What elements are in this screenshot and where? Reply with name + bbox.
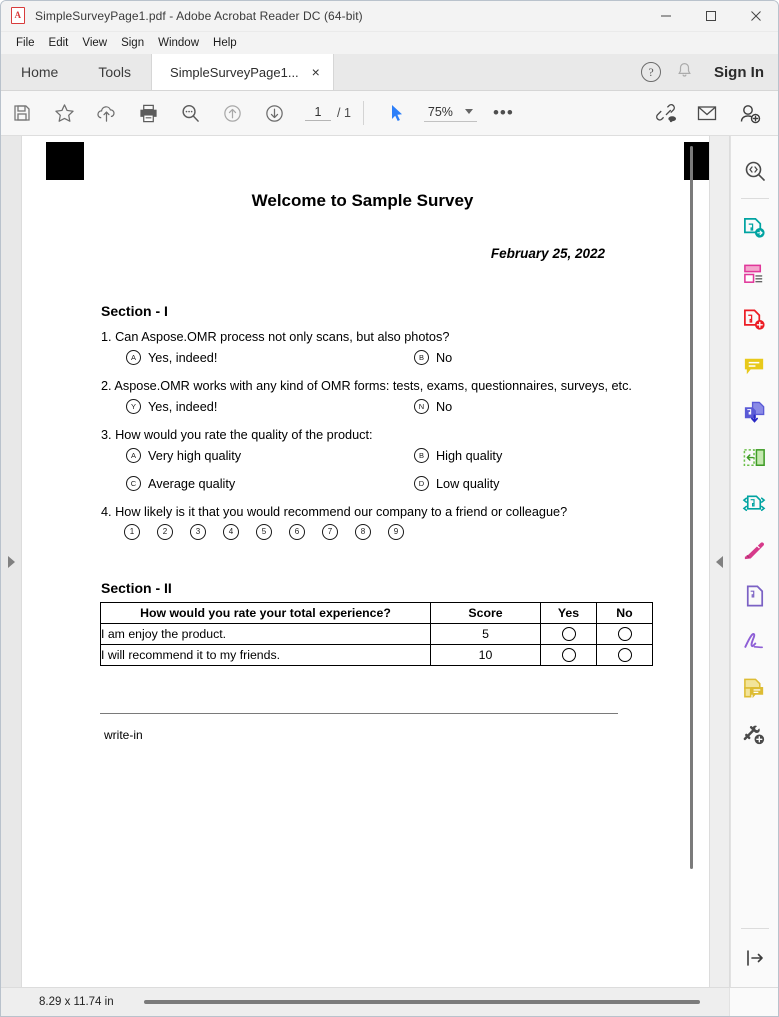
question-4-scale [124, 524, 404, 540]
option-3d[interactable] [414, 476, 499, 491]
create-pdf-icon[interactable] [735, 297, 775, 343]
menu-item-sign[interactable]: Sign [121, 37, 145, 49]
question-4-text: 4. How likely is it that you would recommend our company to a friend or colleague? [101, 505, 568, 519]
email-icon[interactable] [686, 91, 728, 136]
bubble-d[interactable]: D [414, 476, 429, 491]
scale-bubble-8[interactable]: 8 [355, 524, 371, 540]
scale-bubble-9[interactable]: 9 [388, 524, 404, 540]
combine-files-icon[interactable] [735, 389, 775, 435]
upload-cloud-icon[interactable] [85, 91, 127, 136]
minimize-icon[interactable] [643, 1, 688, 32]
bubble-c[interactable]: C [126, 476, 141, 491]
status-bar [1, 987, 778, 1016]
close-icon[interactable]: × [311, 64, 320, 80]
write-in-line [100, 713, 618, 714]
stamp-comment-icon[interactable] [735, 665, 775, 711]
save-icon[interactable] [1, 91, 43, 136]
option-1b[interactable] [414, 350, 452, 365]
question-1-text: 1. Can Aspose.OMR process not only scans, but also photos? [101, 330, 450, 344]
table-cell-yes[interactable] [541, 624, 597, 645]
option-3d-label: Low quality [436, 476, 500, 491]
table-header-yes: Yes [541, 603, 597, 624]
section-heading-2: Section - II [101, 580, 172, 596]
document-viewport[interactable] [22, 136, 709, 987]
main-area [1, 136, 778, 987]
option-2n[interactable] [414, 399, 452, 414]
table-row [101, 624, 653, 645]
option-1a[interactable] [126, 350, 217, 365]
scale-bubble-4[interactable]: 4 [223, 524, 239, 540]
bubble-a[interactable]: A [126, 448, 141, 463]
organize-pages-icon[interactable] [735, 251, 775, 297]
status-bar-right [729, 988, 778, 1017]
collapse-right-panel-arrow[interactable] [716, 556, 723, 568]
option-2y[interactable] [126, 399, 217, 414]
option-2n-label: No [436, 399, 453, 414]
table-header-question: How would you rate your total experience? [101, 603, 431, 624]
previous-page-icon[interactable] [211, 91, 253, 136]
tab-strip-actions [641, 54, 778, 90]
window-title: SimpleSurveyPage1.pdf - Adobe Acrobat Reader DC (64-bit) [35, 9, 363, 23]
more-tools-button[interactable]: ••• [492, 102, 514, 122]
scale-bubble-2[interactable]: 2 [157, 524, 173, 540]
share-link-icon[interactable] [644, 91, 686, 136]
no-bubble[interactable] [618, 627, 632, 641]
page-total-label: / 1 [337, 106, 351, 120]
collapse-tools-pane-icon[interactable] [735, 935, 775, 981]
menu-item-view[interactable]: View [82, 37, 108, 49]
search-tools-icon[interactable] [735, 148, 775, 194]
scale-bubble-5[interactable]: 5 [256, 524, 272, 540]
table-cell-question: I will recommend it to my friends. [101, 645, 431, 666]
zoom-control[interactable] [424, 105, 477, 122]
bubble-n[interactable]: N [414, 399, 429, 414]
select-cursor-icon[interactable] [376, 91, 418, 136]
table-cell-question: I am enjoy the product. [101, 624, 431, 645]
vertical-scrollbar-thumb[interactable] [690, 146, 693, 869]
option-1a-label: Yes, indeed! [148, 350, 218, 365]
menu-item-help[interactable]: Help [213, 37, 237, 49]
tab-tools[interactable]: Tools [98, 64, 132, 80]
right-panel-toggle[interactable] [709, 136, 730, 987]
option-3a-label: Very high quality [148, 448, 242, 463]
bubble-b[interactable]: B [414, 350, 429, 365]
menu-bar [1, 32, 778, 54]
maximize-icon[interactable] [688, 1, 733, 32]
write-in-label: write-in [104, 728, 143, 742]
table-cell-no[interactable] [597, 624, 653, 645]
option-1b-label: No [436, 350, 453, 365]
tools-rail [730, 136, 778, 987]
redact-icon[interactable] [735, 573, 775, 619]
option-3b[interactable] [414, 448, 502, 463]
table-header-no: No [597, 603, 653, 624]
fill-and-sign-icon[interactable] [735, 619, 775, 665]
toolbar-right-actions [644, 91, 778, 136]
tab-document-label: SimpleSurveyPage1... [170, 64, 299, 80]
tab-strip [1, 54, 778, 91]
tab-home[interactable]: Home [21, 64, 59, 80]
no-bubble[interactable] [618, 648, 632, 662]
table-cell-yes[interactable] [541, 645, 597, 666]
option-3b-label: High quality [436, 448, 503, 463]
scale-bubble-6[interactable]: 6 [289, 524, 305, 540]
horizontal-scrollbar[interactable] [128, 996, 718, 1008]
table-header-row [101, 603, 653, 624]
registration-mark-left [46, 142, 84, 180]
expand-left-panel-arrow[interactable] [8, 556, 15, 568]
help-icon[interactable]: ? [641, 62, 661, 82]
comment-icon[interactable] [735, 343, 775, 389]
table-cell-no[interactable] [597, 645, 653, 666]
menu-item-window[interactable]: Window [158, 37, 200, 49]
more-tools-icon[interactable] [735, 711, 775, 757]
rail-divider [741, 198, 769, 199]
add-person-icon[interactable] [728, 91, 770, 136]
compress-pdf-icon[interactable] [735, 435, 775, 481]
next-page-icon[interactable] [253, 91, 295, 136]
table-row [101, 645, 653, 666]
tab-document[interactable] [151, 54, 334, 90]
close-icon[interactable] [733, 1, 778, 32]
table-cell-score: 10 [431, 645, 541, 666]
pdf-document-icon [11, 7, 27, 25]
sign-in-button[interactable]: Sign In [714, 63, 764, 81]
horizontal-scrollbar-thumb[interactable] [144, 1000, 700, 1004]
zoom-level-value: 75% [427, 104, 453, 119]
pdf-page [22, 136, 703, 987]
search-icon[interactable] [169, 91, 211, 136]
yes-bubble[interactable] [562, 627, 576, 641]
scale-bubble-1[interactable]: 1 [124, 524, 140, 540]
section-heading-1: Section - I [101, 303, 168, 319]
page-title: Welcome to Sample Survey [251, 191, 474, 210]
table-header-score: Score [431, 603, 541, 624]
table-cell-score: 5 [431, 624, 541, 645]
page-date: February 25, 2022 [490, 246, 605, 261]
toolbar [1, 91, 778, 136]
page-navigation [305, 105, 351, 121]
menu-item-edit[interactable]: Edit [48, 37, 69, 49]
scale-bubble-7[interactable]: 7 [322, 524, 338, 540]
page-number-input[interactable]: 1 [305, 105, 331, 121]
page-size-label: 8.29 x 11.74 in [39, 996, 114, 1008]
chevron-down-icon[interactable] [465, 109, 473, 114]
export-pdf-icon[interactable] [735, 205, 775, 251]
toolbar-separator [363, 101, 364, 125]
question-3-text: 3. How would you rate the quality of the product: [101, 428, 373, 442]
print-icon[interactable] [127, 91, 169, 136]
title-bar [1, 1, 778, 32]
rail-divider [741, 928, 769, 929]
bubble-y[interactable]: Y [126, 399, 141, 414]
vertical-scrollbar[interactable] [684, 146, 700, 869]
option-3c-label: Average quality [148, 476, 236, 491]
question-2-text: 2. Aspose.OMR works with any kind of OMR forms: tests, exams, questionnaires, surveys, etc. [101, 379, 632, 393]
notification-bell-icon[interactable] [677, 62, 692, 83]
yes-bubble[interactable] [562, 648, 576, 662]
edit-pdf-icon[interactable] [735, 527, 775, 573]
left-panel-toggle[interactable] [1, 136, 22, 987]
option-3a[interactable] [126, 448, 241, 463]
menu-item-file[interactable]: File [16, 37, 35, 49]
bubble-b[interactable]: B [414, 448, 429, 463]
bubble-a[interactable]: A [126, 350, 141, 365]
add-to-favorites-icon[interactable] [43, 91, 85, 136]
option-3c[interactable] [126, 476, 235, 491]
option-2y-label: Yes, indeed! [148, 399, 218, 414]
protect-pdf-icon[interactable] [735, 481, 775, 527]
tools-rail-footer [731, 924, 778, 981]
scale-bubble-3[interactable]: 3 [190, 524, 206, 540]
experience-table [100, 602, 653, 666]
window-controls [643, 1, 778, 32]
